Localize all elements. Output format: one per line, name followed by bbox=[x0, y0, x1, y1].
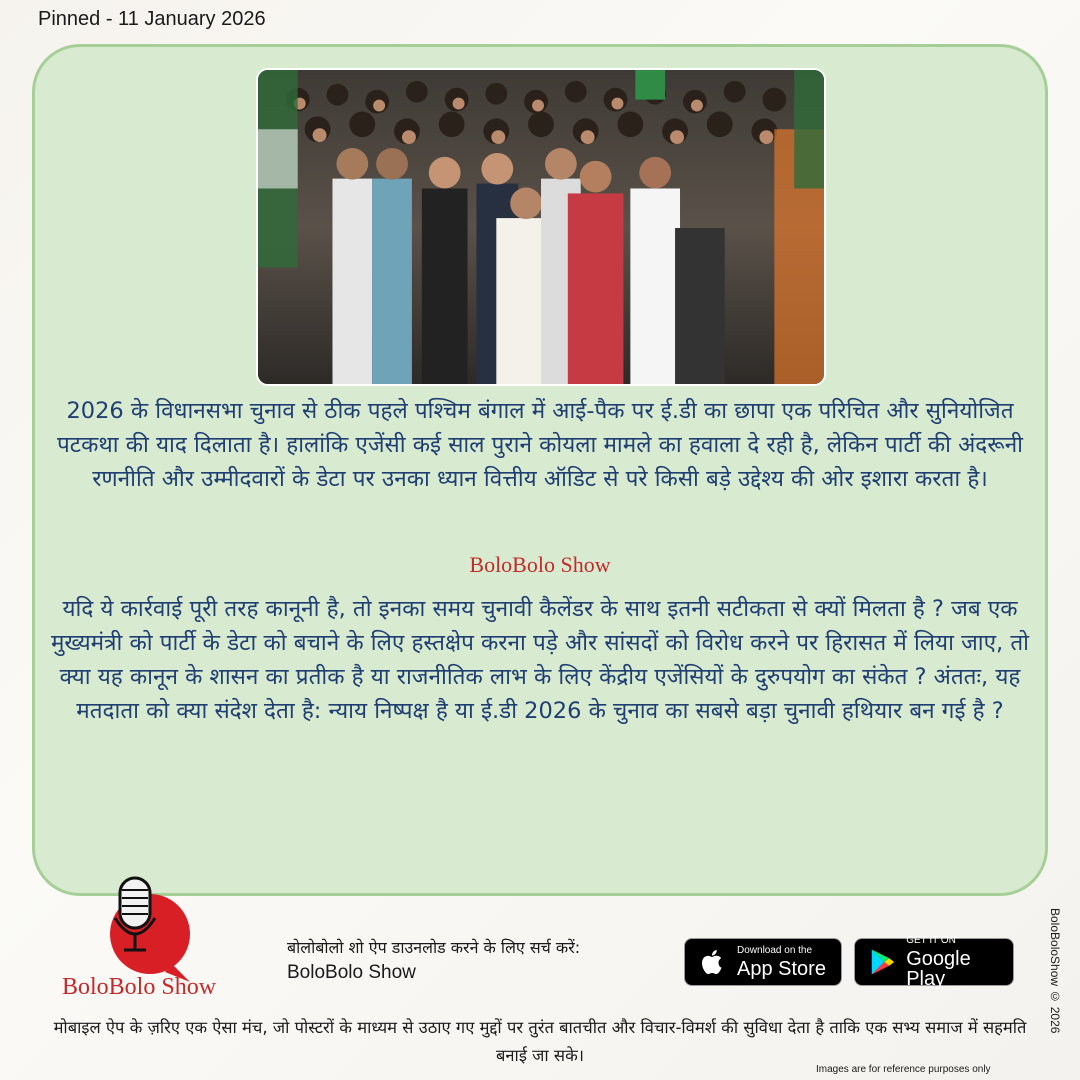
google-play-icon bbox=[863, 942, 902, 982]
google-play-button[interactable] bbox=[854, 934, 1014, 990]
search-prompt: बोलोबोलो शो ऐप डाउनलोड करने के लिए सर्च करें: bbox=[287, 938, 581, 957]
copyright-vertical: BoloBoloShow © 2026 bbox=[1048, 908, 1062, 1034]
brand-watermark: BoloBolo Show bbox=[469, 552, 611, 577]
article-paragraph-2: यदि ये कार्रवाई पूरी तरह कानूनी है, तो इनका समय चुनावी कैलेंडर के साथ इतनी सटीकता से क्यों मिलता है ? जब एक मुख्यमंत्री को पार्टी के डेटा को बचाने के लिए हस्तक्षेप करना पड़े और सांसदों को विरोध करने पर हिरासत में लिया जाए, तो क्या यह कानून के शासन का प्रतीक है या राजनीतिक लाभ के लिए केंद्रीय एजेंसियों के दुरुपयोग का संकेत ? अंततः, यह मतदाता को क्या संदेश देता है: न्याय निष्पक्ष है या ई.डी 2026 के चुनाव का सबसे बड़ा चुनावी हथियार बन गई है ? bbox=[50, 596, 1030, 724]
search-term: BoloBolo Show bbox=[287, 962, 416, 983]
platform-description: मोबाइल ऐप के ज़रिए एक ऐसा मंच, जो पोस्टरों के माध्यम से उठाए गए मुद्दों पर तुरंत बातचीत और विचार-विमर्श की सुविधा देता है ताकि एक सभ्य समाज में सहमति बनाई जा सके। bbox=[53, 1018, 1027, 1065]
appstore-big-label: App Store bbox=[737, 957, 826, 980]
gplay-small-label: GET IT ON bbox=[906, 934, 956, 946]
article-paragraph-1: 2026 के विधानसभा चुनाव से ठीक पहले पश्चिम बंगाल में आई-पैक पर ई.डी का छापा एक परिचित और सुनियोजित पटकथा की याद दिलाता है। हालांकि एजेंसी कई साल पुराने कोयला मामले का हवाला दे रही है, लेकिन पार्टी की अंदरूनी रणनीति और उम्मीदवारों के डेटा पर उनका ध्यान वित्तीय ऑडिट से परे किसी बड़े उद्देश्य की ओर इशारा करता है। bbox=[56, 398, 1024, 492]
image-disclaimer: Images are for reference purposes only bbox=[816, 1064, 991, 1075]
pinned-date-label: Pinned - 11 January 2026 bbox=[38, 8, 266, 30]
app-store-button[interactable] bbox=[684, 938, 842, 986]
apple-icon bbox=[693, 942, 733, 982]
logo-text: BoloBolo Show bbox=[62, 974, 217, 1000]
gplay-big-label: Google Play bbox=[906, 947, 971, 990]
appstore-small-label: Download on the bbox=[737, 944, 813, 956]
post-image bbox=[256, 68, 826, 386]
